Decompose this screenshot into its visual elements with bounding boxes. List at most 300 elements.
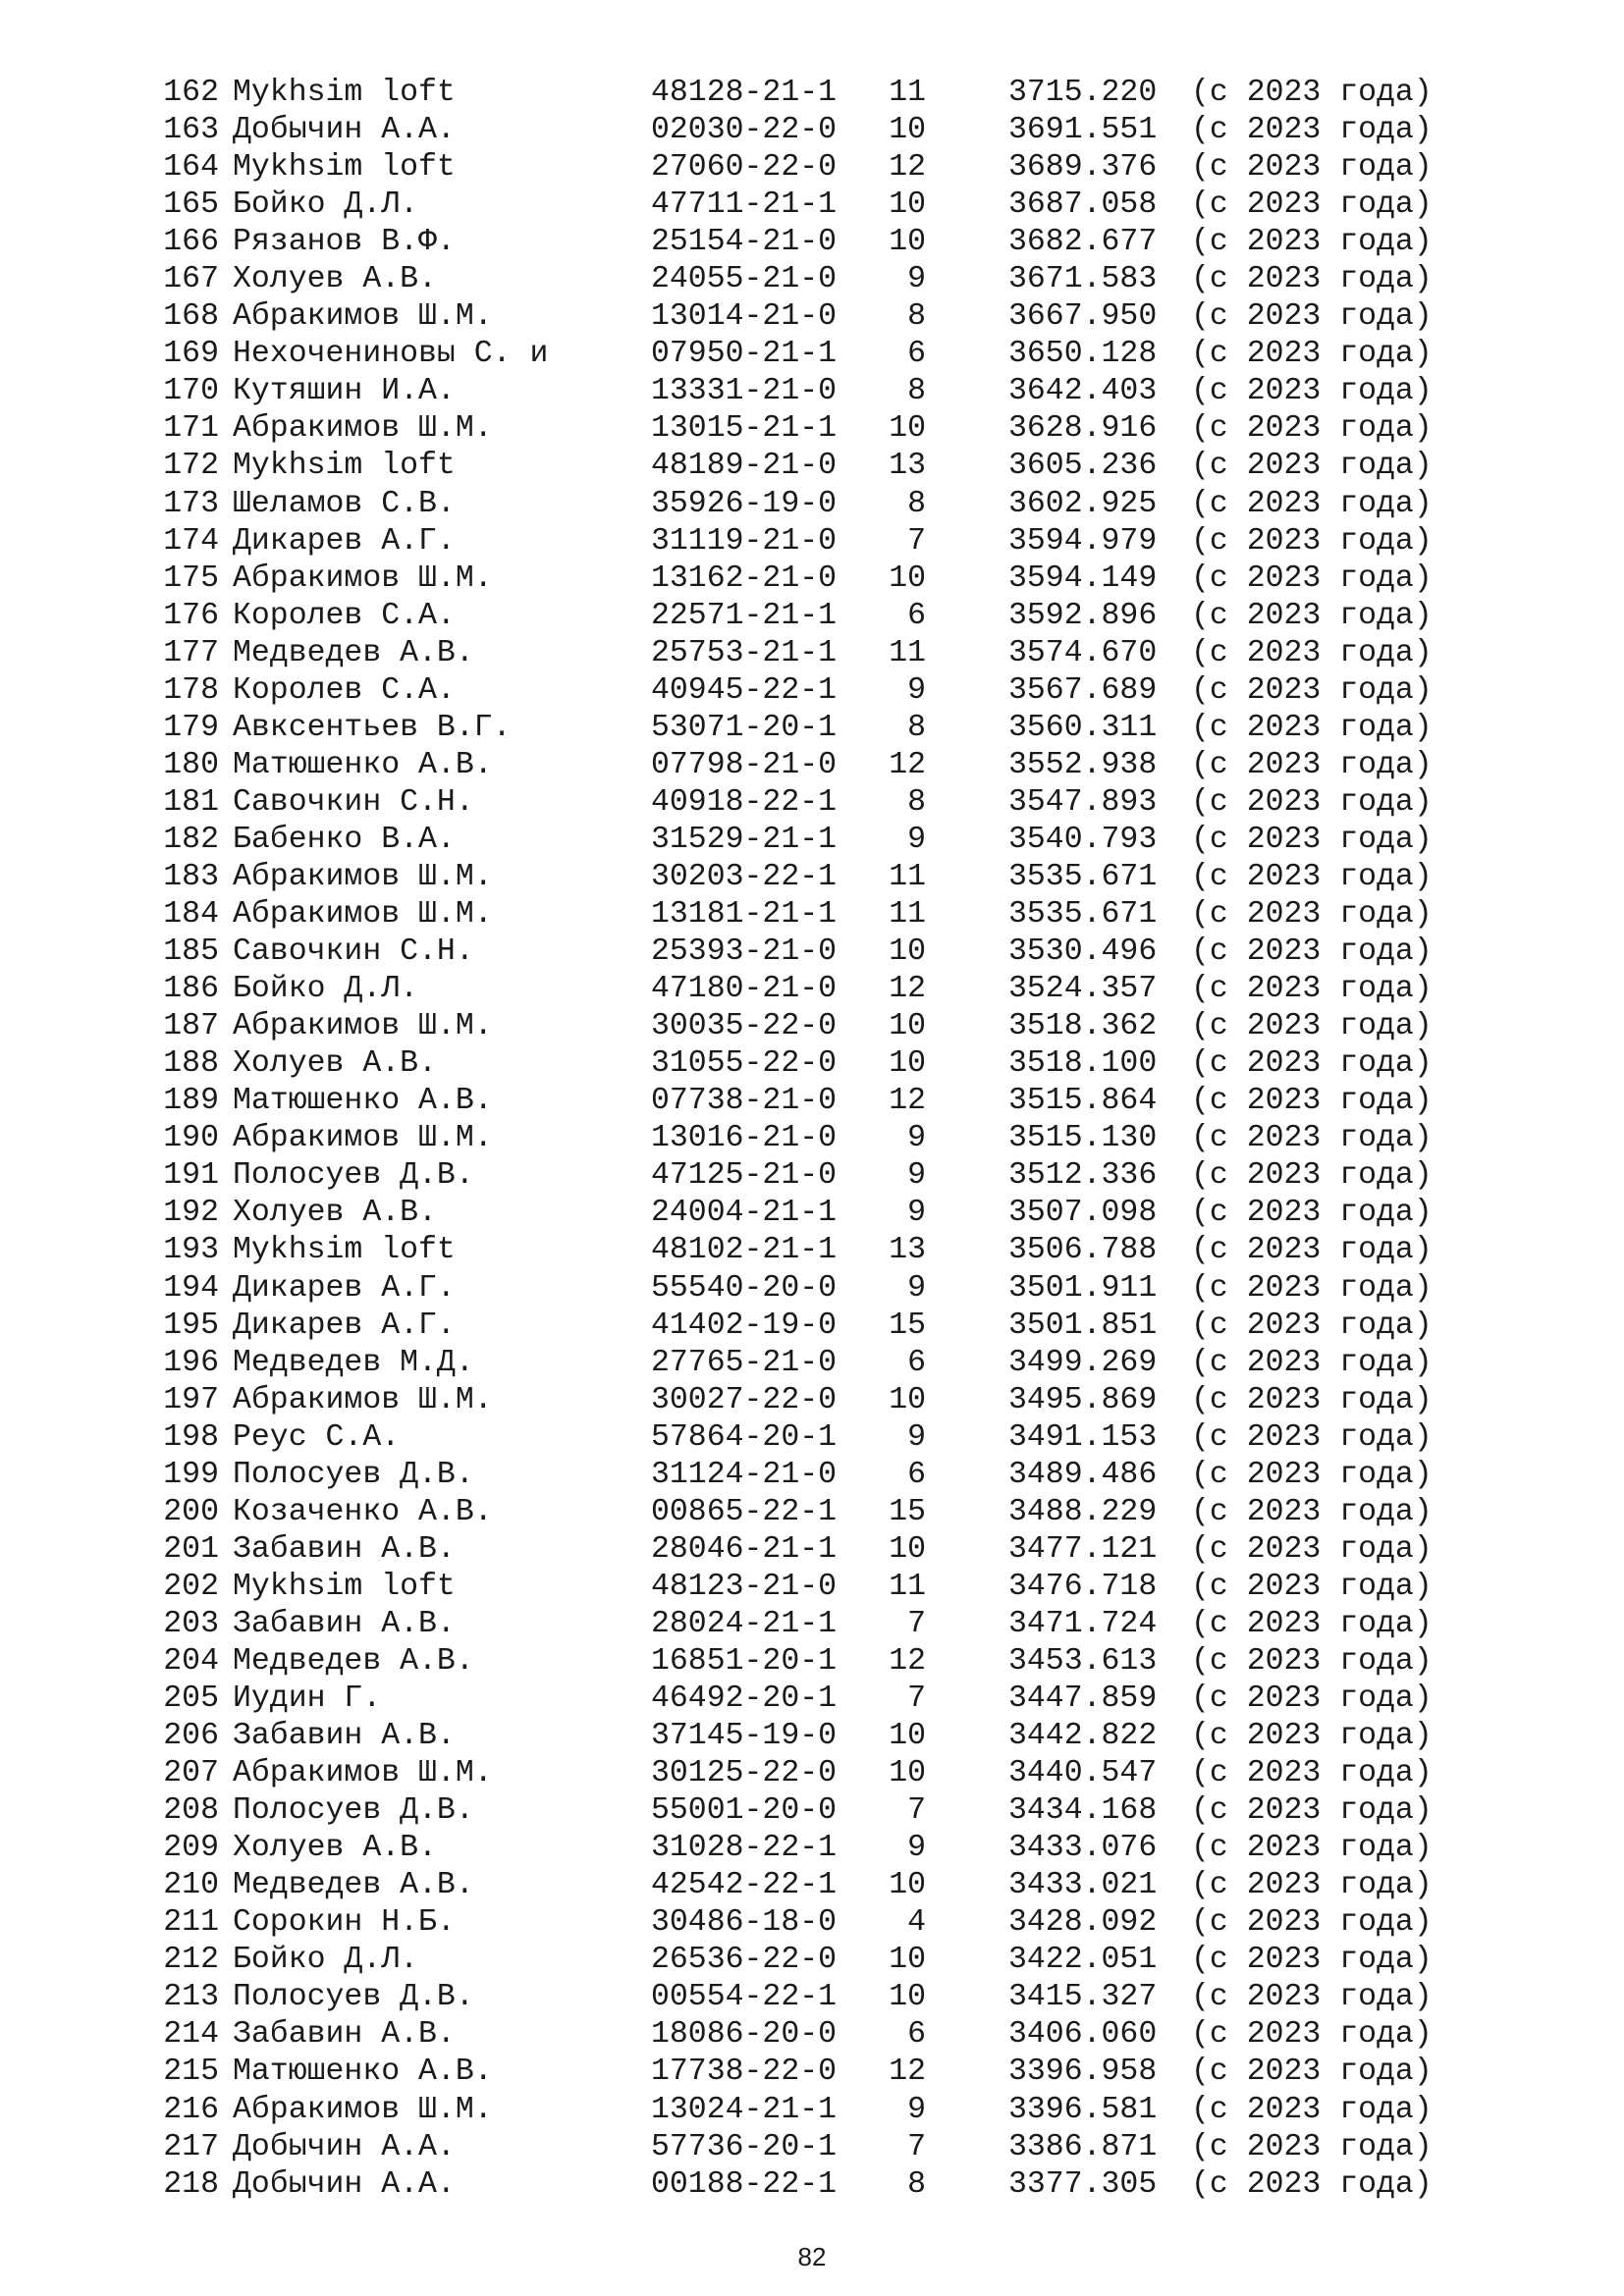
rank-number: 204: [163, 1643, 219, 1679]
period-note: (с 2023 года): [1191, 561, 1433, 596]
rank-number: 185: [163, 934, 219, 970]
period-note: (с 2023 года): [1191, 374, 1433, 409]
rank-number: 205: [163, 1682, 219, 1717]
count-value: 8: [907, 2166, 926, 2202]
rank-number: 178: [163, 672, 219, 708]
ring-code: 47125-21-0: [651, 1158, 838, 1194]
period-note: (с 2023 года): [1191, 822, 1433, 857]
ring-code: 13024-21-1: [651, 2092, 838, 2127]
ring-code: 53071-20-1: [651, 710, 838, 745]
list-item: [152, 1232, 1527, 1269]
ring-code: 27765-21-0: [651, 1345, 838, 1380]
period-note: (с 2023 года): [1191, 262, 1433, 297]
count-value: 11: [889, 897, 926, 933]
period-note: (с 2023 года): [1191, 1308, 1433, 1343]
score-value: 3495.869: [1008, 1382, 1158, 1417]
score-value: 3396.958: [1008, 2055, 1158, 2090]
score-value: 3605.236: [1008, 449, 1158, 484]
list-item: [152, 896, 1527, 934]
participant-name: Савочкин С.Н.: [233, 934, 474, 970]
list-item: [152, 1308, 1527, 1345]
count-value: 9: [907, 1419, 926, 1455]
period-note: (с 2023 года): [1191, 2017, 1433, 2053]
ring-code: 31028-22-1: [651, 1831, 838, 1866]
period-note: (с 2023 года): [1191, 1196, 1433, 1231]
ring-code: 47711-21-1: [651, 187, 838, 223]
participant-name: Королев С.А.: [233, 672, 456, 708]
rank-number: 186: [163, 972, 219, 1007]
count-value: 9: [907, 2092, 926, 2127]
rank-number: 196: [163, 1345, 219, 1380]
score-value: 3524.357: [1008, 972, 1158, 1007]
score-value: 3396.581: [1008, 2092, 1158, 2127]
ring-code: 13331-21-0: [651, 374, 838, 409]
period-note: (с 2023 года): [1191, 1756, 1433, 1791]
participant-name: Добычин А.А.: [233, 2129, 456, 2164]
ring-code: 24055-21-0: [651, 262, 838, 297]
ring-code: 40945-22-1: [651, 672, 838, 708]
period-note: (с 2023 года): [1191, 1531, 1433, 1567]
score-value: 3440.547: [1008, 1756, 1158, 1791]
ring-code: 57864-20-1: [651, 1419, 838, 1455]
score-value: 3433.021: [1008, 1868, 1158, 1903]
participant-name: Кутяшин И.А.: [233, 374, 456, 409]
ring-code: 17738-22-0: [651, 2055, 838, 2090]
score-value: 3386.871: [1008, 2129, 1158, 2164]
rank-number: 176: [163, 598, 219, 633]
rank-number: 216: [163, 2092, 219, 2127]
period-note: (с 2023 года): [1191, 225, 1433, 260]
period-note: (с 2023 года): [1191, 859, 1433, 894]
list-item: [152, 1681, 1527, 1718]
list-item: [152, 523, 1527, 561]
ring-code: 47180-21-0: [651, 972, 838, 1007]
ring-code: 28046-21-1: [651, 1531, 838, 1567]
count-value: 11: [889, 76, 926, 110]
rank-number: 203: [163, 1606, 219, 1641]
period-note: (с 2023 года): [1191, 1606, 1433, 1641]
period-note: (с 2023 года): [1191, 1270, 1433, 1306]
list-item: [152, 1270, 1527, 1308]
participant-name: Нехоченинoвы С. и: [233, 337, 549, 372]
participant-name: Сорокин Н.Б.: [233, 1905, 456, 1941]
period-note: (с 2023 года): [1191, 897, 1433, 933]
list-item: [152, 336, 1527, 373]
rank-number: 177: [163, 635, 219, 670]
ring-code: 57736-20-1: [651, 2129, 838, 2164]
score-value: 3512.336: [1008, 1158, 1158, 1194]
score-value: 3530.496: [1008, 934, 1158, 970]
score-value: 3515.864: [1008, 1084, 1158, 1119]
score-value: 3628.916: [1008, 411, 1158, 447]
participant-name: Абракимов Ш.М.: [233, 2092, 493, 2127]
period-note: (с 2023 года): [1191, 710, 1433, 745]
list-item: [152, 672, 1527, 710]
participant-name: Абракимов Ш.М.: [233, 1382, 493, 1417]
count-value: 11: [889, 859, 926, 894]
ring-code: 30125-22-0: [651, 1756, 838, 1791]
list-item: [152, 2054, 1527, 2091]
ring-code: 35926-19-0: [651, 486, 838, 521]
participant-name: Дикарев А.Г.: [233, 1308, 456, 1343]
period-note: (с 2023 года): [1191, 2129, 1433, 2164]
ring-code: 40918-22-1: [651, 784, 838, 820]
list-item: [152, 2166, 1527, 2204]
participant-name: Mykhsim loft: [233, 150, 456, 186]
count-value: 4: [907, 1905, 926, 1941]
period-note: (с 2023 года): [1191, 1682, 1433, 1717]
score-value: 3547.893: [1008, 784, 1158, 820]
count-value: 10: [889, 1531, 926, 1567]
count-value: 7: [907, 1793, 926, 1829]
rank-number: 206: [163, 1719, 219, 1754]
participant-name: Матюшенко А.В.: [233, 747, 493, 782]
ring-code: 30035-22-0: [651, 1009, 838, 1044]
count-value: 8: [907, 486, 926, 521]
score-value: 3687.058: [1008, 187, 1158, 223]
rank-number: 212: [163, 1943, 219, 1978]
list-item: [152, 1979, 1527, 2016]
count-value: 10: [889, 1943, 926, 1978]
rank-number: 209: [163, 1831, 219, 1866]
participant-name: Бабенко В.А.: [233, 822, 456, 857]
ring-code: 02030-22-0: [651, 113, 838, 148]
count-value: 15: [889, 1308, 926, 1343]
count-value: 11: [889, 635, 926, 670]
rank-number: 189: [163, 1084, 219, 1119]
ring-code: 07738-21-0: [651, 1084, 838, 1119]
period-note: (с 2023 года): [1191, 1905, 1433, 1941]
count-value: 10: [889, 1009, 926, 1044]
period-note: (с 2023 года): [1191, 299, 1433, 335]
rank-number: 188: [163, 1046, 219, 1082]
count-value: 8: [907, 374, 926, 409]
score-value: 3415.327: [1008, 1980, 1158, 2015]
ring-code: 25393-21-0: [651, 934, 838, 970]
participant-name: Абракимов Ш.М.: [233, 859, 493, 894]
list-item: [152, 2092, 1527, 2129]
count-value: 9: [907, 1158, 926, 1194]
period-note: (с 2023 года): [1191, 2092, 1433, 2127]
count-value: 15: [889, 1494, 926, 1529]
period-note: (с 2023 года): [1191, 934, 1433, 970]
score-value: 3594.149: [1008, 561, 1158, 596]
count-value: 9: [907, 1196, 926, 1231]
count-value: 9: [907, 1831, 926, 1866]
participant-name: Полосуев Д.В.: [233, 1457, 474, 1492]
list-item: [152, 298, 1527, 336]
rank-number: 174: [163, 523, 219, 559]
participant-name: Матюшенко А.В.: [233, 1084, 493, 1119]
period-note: (с 2023 года): [1191, 411, 1433, 447]
score-value: 3477.121: [1008, 1531, 1158, 1567]
rank-number: 218: [163, 2166, 219, 2202]
period-note: (с 2023 года): [1191, 1084, 1433, 1119]
score-value: 3592.896: [1008, 598, 1158, 633]
score-value: 3434.168: [1008, 1793, 1158, 1829]
list-item: [152, 1643, 1527, 1681]
ring-code: 31119-21-0: [651, 523, 838, 559]
ring-code: 13015-21-1: [651, 411, 838, 447]
count-value: 12: [889, 1084, 926, 1119]
list-item: [152, 598, 1527, 635]
count-value: 7: [907, 1682, 926, 1717]
list-item: [152, 187, 1527, 224]
count-value: 12: [889, 150, 926, 186]
list-item: [152, 1382, 1527, 1419]
list-item: [152, 2016, 1527, 2054]
list-item: [152, 261, 1527, 298]
rank-number: 179: [163, 710, 219, 745]
ring-code: 28024-21-1: [651, 1606, 838, 1641]
score-value: 3535.671: [1008, 897, 1158, 933]
count-value: 10: [889, 187, 926, 223]
rank-number: 171: [163, 411, 219, 447]
count-value: 7: [907, 523, 926, 559]
rank-number: 201: [163, 1531, 219, 1567]
participant-name: Добычин А.А.: [233, 2166, 456, 2202]
ring-code: 25154-21-0: [651, 225, 838, 260]
score-value: 3574.670: [1008, 635, 1158, 670]
list-item: [152, 373, 1527, 410]
ring-code: 55540-20-0: [651, 1270, 838, 1306]
participant-name: Полосуев Д.В.: [233, 1793, 474, 1829]
period-note: (с 2023 года): [1191, 449, 1433, 484]
ring-code: 13014-21-0: [651, 299, 838, 335]
participant-name: Абракимов Ш.М.: [233, 1009, 493, 1044]
ring-code: 07950-21-1: [651, 337, 838, 372]
participant-name: Медведев М.Д.: [233, 1345, 474, 1380]
list-item: [152, 1419, 1527, 1457]
rank-number: 210: [163, 1868, 219, 1903]
count-value: 8: [907, 299, 926, 335]
participant-name: Абракимов Ш.М.: [233, 299, 493, 335]
rank-number: 211: [163, 1905, 219, 1941]
period-note: (с 2023 года): [1191, 1233, 1433, 1268]
count-value: 10: [889, 934, 926, 970]
participant-name: Бойко Д.Л.: [233, 972, 419, 1007]
rank-number: 164: [163, 150, 219, 186]
period-note: (с 2023 года): [1191, 1494, 1433, 1529]
period-note: (с 2023 года): [1191, 1868, 1433, 1903]
list-item: [152, 859, 1527, 896]
ring-code: 41402-19-0: [651, 1308, 838, 1343]
rank-number: 183: [163, 859, 219, 894]
score-value: 3491.153: [1008, 1419, 1158, 1455]
rank-number: 194: [163, 1270, 219, 1306]
count-value: 10: [889, 1382, 926, 1417]
rank-number: 193: [163, 1233, 219, 1268]
rank-number: 181: [163, 784, 219, 820]
period-note: (с 2023 года): [1191, 598, 1433, 633]
list-item: [152, 1083, 1527, 1120]
list-item: [152, 1942, 1527, 1979]
ring-code: 13162-21-0: [651, 561, 838, 596]
ring-code: 48123-21-0: [651, 1569, 838, 1604]
participant-name: Добычин А.А.: [233, 113, 456, 148]
ring-code: 30027-22-0: [651, 1382, 838, 1417]
count-value: 9: [907, 1270, 926, 1306]
count-value: 10: [889, 225, 926, 260]
count-value: 11: [889, 1569, 926, 1604]
list-item: [152, 1606, 1527, 1643]
period-note: (с 2023 года): [1191, 1831, 1433, 1866]
list-item: [152, 1120, 1527, 1157]
score-value: 3691.551: [1008, 113, 1158, 148]
list-item: [152, 75, 1527, 112]
ring-code: 22571-21-1: [651, 598, 838, 633]
participant-name: Забавин А.В.: [233, 1606, 456, 1641]
period-note: (с 2023 года): [1191, 1158, 1433, 1194]
participant-name: Иудин Г.: [233, 1682, 382, 1717]
period-note: (с 2023 года): [1191, 1980, 1433, 2015]
list-item: [152, 1531, 1527, 1569]
participant-name: Холуев А.В.: [233, 1831, 437, 1866]
count-value: 9: [907, 822, 926, 857]
rank-number: 217: [163, 2129, 219, 2164]
rank-number: 198: [163, 1419, 219, 1455]
list-item: [152, 747, 1527, 784]
ring-code: 27060-22-0: [651, 150, 838, 186]
list-item: [152, 1195, 1527, 1232]
count-value: 13: [889, 1233, 926, 1268]
count-value: 8: [907, 710, 926, 745]
rank-number: 169: [163, 337, 219, 372]
list-item: [152, 710, 1527, 747]
rank-number: 197: [163, 1382, 219, 1417]
count-value: 9: [907, 262, 926, 297]
period-note: (с 2023 года): [1191, 2166, 1433, 2202]
period-note: (с 2023 года): [1191, 784, 1433, 820]
participant-name: Дикарев А.Г.: [233, 1270, 456, 1306]
list-item: [152, 934, 1527, 971]
ring-code: 00188-22-1: [651, 2166, 838, 2202]
score-value: 3715.220: [1008, 76, 1158, 110]
ring-code: 55001-20-0: [651, 1793, 838, 1829]
ring-code: 30203-22-1: [651, 859, 838, 894]
score-value: 3682.677: [1008, 225, 1158, 260]
score-value: 3499.269: [1008, 1345, 1158, 1380]
rank-number: 215: [163, 2055, 219, 2090]
count-value: 10: [889, 411, 926, 447]
count-value: 10: [889, 1719, 926, 1754]
count-value: 7: [907, 2129, 926, 2164]
ring-code: 37145-19-0: [651, 1719, 838, 1754]
list-item: [152, 1008, 1527, 1045]
participant-name: Полосуев Д.В.: [233, 1158, 474, 1194]
score-value: 3515.130: [1008, 1121, 1158, 1156]
period-note: (с 2023 года): [1191, 1719, 1433, 1754]
participant-name: Забавин А.В.: [233, 2017, 456, 2053]
participant-name: Mykhsim loft: [233, 1569, 456, 1604]
participant-name: Козаченко А.В.: [233, 1494, 493, 1529]
participant-name: Абракимов Ш.М.: [233, 561, 493, 596]
count-value: 10: [889, 1868, 926, 1903]
score-value: 3442.822: [1008, 1719, 1158, 1754]
rank-number: 195: [163, 1308, 219, 1343]
participant-name: Авксентьев В.Г.: [233, 710, 512, 745]
period-note: (с 2023 года): [1191, 486, 1433, 521]
rank-number: 162: [163, 76, 219, 110]
count-value: 13: [889, 449, 926, 484]
period-note: (с 2023 года): [1191, 972, 1433, 1007]
score-value: 3447.859: [1008, 1682, 1158, 1717]
score-value: 3535.671: [1008, 859, 1158, 894]
participant-name: Полосуев Д.В.: [233, 1980, 474, 2015]
count-value: 6: [907, 337, 926, 372]
rank-number: 167: [163, 262, 219, 297]
list-item: [152, 149, 1527, 187]
list-item: [152, 448, 1527, 485]
count-value: 9: [907, 1121, 926, 1156]
participant-name: Забавин А.В.: [233, 1719, 456, 1754]
participant-name: Шеламов С.В.: [233, 486, 456, 521]
list-item: [152, 822, 1527, 859]
score-value: 3552.938: [1008, 747, 1158, 782]
ring-code: 25753-21-1: [651, 635, 838, 670]
ring-code: 31529-21-1: [651, 822, 838, 857]
ring-code: 13181-21-1: [651, 897, 838, 933]
participant-name: Mykhsim loft: [233, 1233, 456, 1268]
count-value: 10: [889, 1046, 926, 1082]
score-value: 3671.583: [1008, 262, 1158, 297]
ring-code: 00865-22-1: [651, 1494, 838, 1529]
participant-name: Рязанов В.Ф.: [233, 225, 456, 260]
participant-name: Абракимов Ш.М.: [233, 1121, 493, 1156]
list-item: [152, 1718, 1527, 1755]
list-item: [152, 1867, 1527, 1904]
count-value: 10: [889, 561, 926, 596]
rank-number: 207: [163, 1756, 219, 1791]
count-value: 6: [907, 2017, 926, 2053]
score-value: 3560.311: [1008, 710, 1158, 745]
count-value: 12: [889, 747, 926, 782]
period-note: (с 2023 года): [1191, 672, 1433, 708]
period-note: (с 2023 года): [1191, 1382, 1433, 1417]
rank-number: 172: [163, 449, 219, 484]
participant-name: Абракимов Ш.М.: [233, 411, 493, 447]
score-value: 3433.076: [1008, 1831, 1158, 1866]
score-value: 3476.718: [1008, 1569, 1158, 1604]
rank-number: 163: [163, 113, 219, 148]
list-item: [152, 2129, 1527, 2166]
score-value: 3689.376: [1008, 150, 1158, 186]
participant-name: Савочкин С.Н.: [233, 784, 474, 820]
score-value: 3428.092: [1008, 1905, 1158, 1941]
count-value: 7: [907, 1606, 926, 1641]
score-value: 3471.724: [1008, 1606, 1158, 1641]
list-item: [152, 112, 1527, 149]
score-value: 3501.851: [1008, 1308, 1158, 1343]
rank-number: 184: [163, 897, 219, 933]
participant-name: Абракимов Ш.М.: [233, 897, 493, 933]
period-note: (с 2023 года): [1191, 635, 1433, 670]
ring-code: 42542-22-1: [651, 1868, 838, 1903]
participant-name: Медведев А.В.: [233, 635, 474, 670]
participant-name: Медведев А.В.: [233, 1643, 474, 1679]
score-value: 3507.098: [1008, 1196, 1158, 1231]
participant-name: Холуев А.В.: [233, 1046, 437, 1082]
rank-number: 213: [163, 1980, 219, 2015]
ring-code: 00554-22-1: [651, 1980, 838, 2015]
rank-number: 187: [163, 1009, 219, 1044]
score-value: 3602.925: [1008, 486, 1158, 521]
period-note: (с 2023 года): [1191, 337, 1433, 372]
rank-number: 170: [163, 374, 219, 409]
list-item: [152, 1345, 1527, 1382]
count-value: 12: [889, 972, 926, 1007]
period-note: (с 2023 года): [1191, 150, 1433, 186]
